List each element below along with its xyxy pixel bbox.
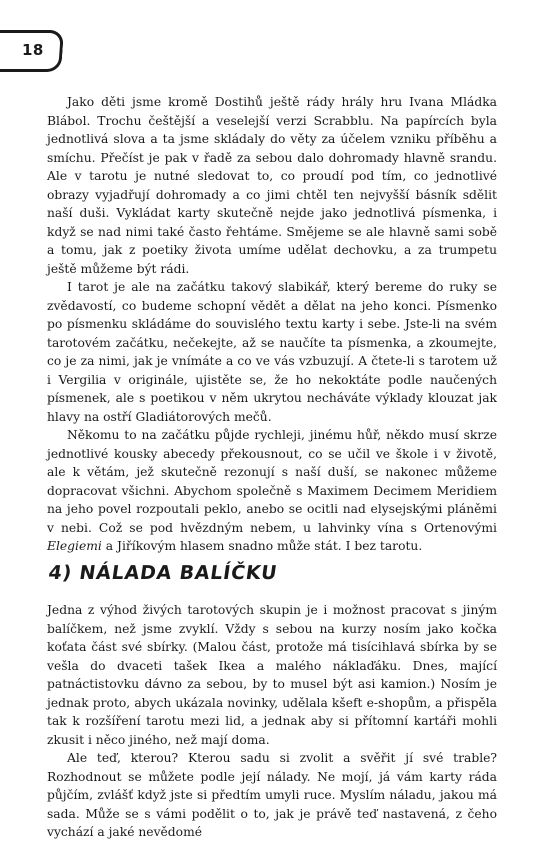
book-title: Elegiemi xyxy=(47,539,102,553)
body-text-top xyxy=(47,93,497,556)
paragraph: I tarot je ale na začátku takový slabikář, který bereme do ruky se zvědavostí, co budeme schopní vědět a dělat na jeho konci. Písmenko po písmenku skládáme do souvislého textu karty i sebe. Jste-li na svém tarotovém začátku, nečekejte, až se naučíte ta písmenka, a zkoumejte, co je za nimi, jak je vnímáte a co ve vás vzbuzují. A čtete-li s tarotem už i Vergilia v originále, ujistěte se, že ho nekoktáte podle naučených písmenek, ale s poetikou v něm ukrytou necháváte výklady klouzat jak hlavy na ostří Gladiátorových mečů. xyxy=(47,280,497,424)
paragraph: Ale teď, kterou? Kterou sadu si zvolit a svěřit jí své trable? Rozhodnout se můžete podle její nálady. Ne mojí, já vám karty ráda půjčím, zvlášť když jste si předtím umyli ruce. Myslím náladu, jakou má sada. Může se s vámi podělit o to, jak je právě teď nastavená, z čeho vychází a jaké nevědomé xyxy=(47,751,497,839)
paragraph: Jedna z výhod živých tarotových skupin je i možnost pracovat s jiným balíčkem, než jsme zvyklí. Vždy s sebou na kurzy nosím jako kočka koťata část své sbírky. (Malou část, protože má tisícihlavá sbírka by se vešla do dvaceti tašek Ikea a malého náklaďáku. Dnes, mající patnáctistovku dávno za sebou, by to musel být asi kamion.) Nosím je jednak proto, abych ukázala novinky, udělala kšeft e-shopům, a přispěla tak k rozšíření tarotu mezi lid, a jednak aby si přítomní kartáři mohli zkusit i něco jiného, než mají doma. xyxy=(47,603,497,747)
paragraph: Někomu to na začátku půjde rychleji, jinému hůř, někdo musí skrze jednotlivé kousky abecedy překousnout, co se učil ve škole i v životě, ale k větám, jež skutečně rezonují s naší duší, se nakonec můžeme dopracovat všichni. Abychom společně s Maximem Decimem Meridiem na jeho povel rozpoutali peklo, anebo se ocitli nad elysejskými pláněmi v nebi. Což se pod hvězdným nebem, u lahvinky vína s Ortenovými Elegiemi a Jiříkovým hlasem snadno může stát. I bez tarotu. xyxy=(47,428,497,553)
paragraph: Jako děti jsme kromě Dostihů ještě rády hrály hru Ivana Mládka Blábol. Trochu češtější a veselejší verzi Scrabblu. Na papírcích byla jednotlivá slova a ta jsme skládaly do věty za účelem vzniku příběhu a smíchu. Přečíst je pak v řadě za sebou dalo dohromady hlavně srandu. Ale v tarotu je nutné sledovat to, co proudí pod tím, co jednotlivé obrazy vyjadřují dohromady a co jimi chtěl ten nejvyšší básník sdělit naší duši. Vykládat karty skutečně nejde jako jednotlivá písmenka, i když se nad nimi také často řehtáme. Smějeme se ale hlavně sami sobě a tomu, jak z poetiky života umíme udělat dechovku, a za trumpetu ještě můžeme být rádi. xyxy=(47,95,497,276)
page-number: 18 xyxy=(22,41,44,59)
body-text-bottom xyxy=(47,601,497,842)
section-heading: 4) NÁLADA BALÍČKU xyxy=(47,562,279,584)
